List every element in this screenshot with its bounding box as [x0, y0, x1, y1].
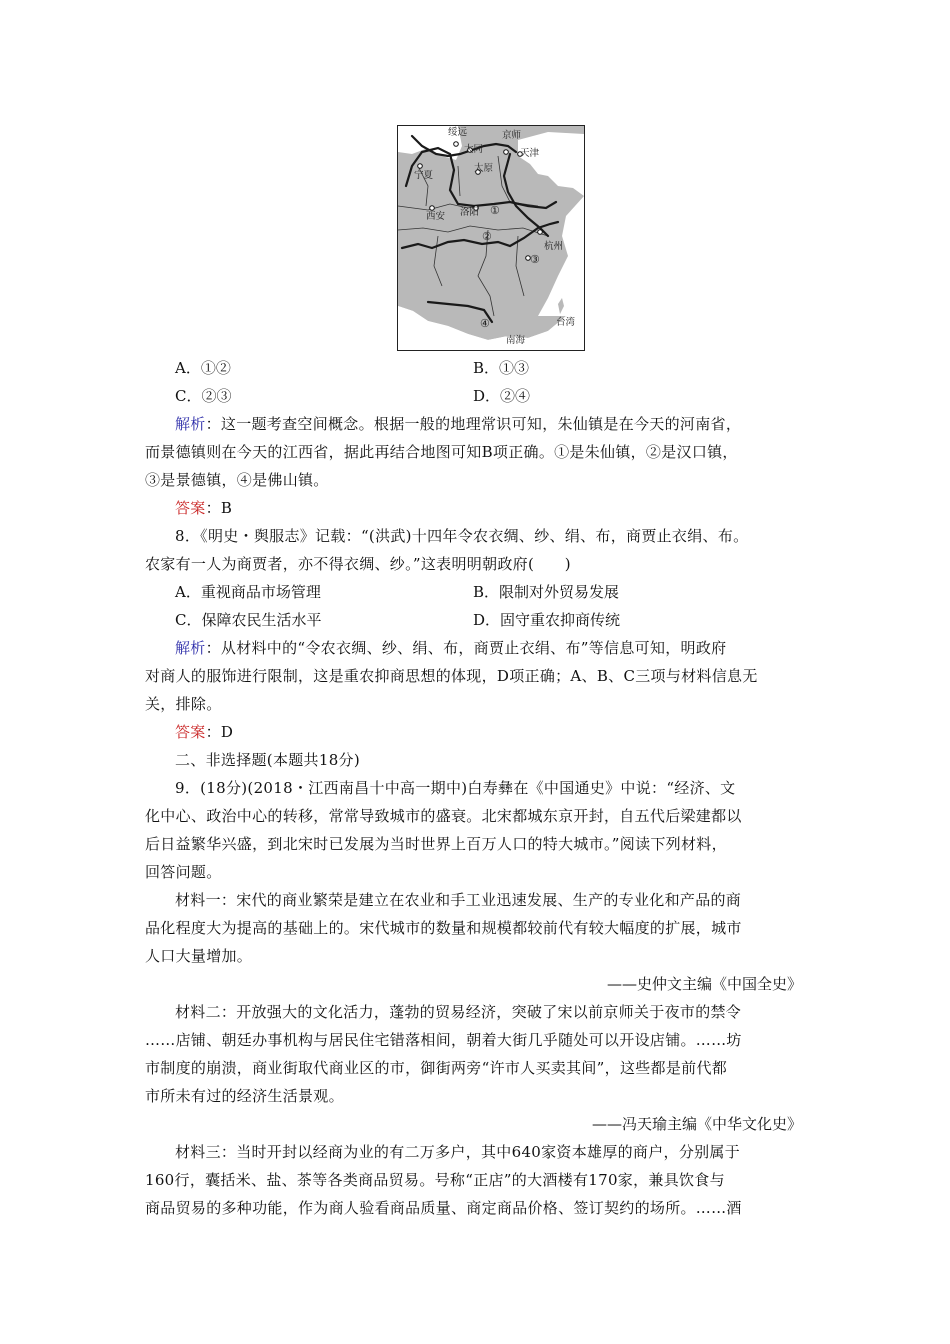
label-datong: 大同 — [464, 144, 484, 155]
q7-analysis-line2: 而景德镇则在今天的江西省，据此再结合地图可知B项正确。①是朱仙镇，②是汉口镇， — [145, 443, 738, 461]
material2-line4: 市所未有过的经济生活景观。 — [145, 1087, 344, 1105]
q8-analysis-line2: 对商人的服饰进行限制，这是重农抑商思想的体现，D项正确；A、B、C三项与材料信息无 — [145, 667, 758, 685]
q8-answer-label: 答案 — [175, 723, 206, 741]
q7-analysis-line1: 解析：这一题考查空间概念。根据一般的地理常识可知，朱仙镇是在今天的河南省， — [175, 415, 742, 433]
material2-line2: ……店铺、朝廷办事机构与居民住宅错落相间，朝着大街几乎随处可以开设店铺。……坊 — [145, 1031, 742, 1049]
q8-option-b: B．限制对外贸易发展 — [473, 583, 620, 601]
q8-analysis-line1: 解析：从材料中的“令农衣绸、纱、绢、布，商贾止衣绢、布”等信息可知，明政府 — [175, 639, 727, 657]
material3-line3: 商品贸易的多种功能，作为商人验看商品质量、商定商品价格、签订契约的场所。……酒 — [145, 1199, 742, 1217]
label-taiwan: 台湾 — [556, 317, 576, 328]
material1-source: ——史仲文主编《中国全史》 — [606, 975, 802, 993]
q7-analysis-label: 解析 — [175, 415, 206, 433]
q8-answer: 答案：D — [175, 723, 234, 741]
material2-source: ——冯天瑜主编《中华文化史》 — [591, 1115, 802, 1133]
q8-analysis-line3: 关，排除。 — [145, 695, 222, 713]
q9-stem-line2: 化中心、政治中心的转移，常常导致城市的盛衰。北宋都城东京开封，自五代后梁建都以 — [145, 807, 742, 825]
section2-heading: 二、非选择题(本题共18分) — [175, 751, 360, 769]
marker-4: ④ — [480, 317, 490, 330]
marker-1: ① — [490, 204, 500, 217]
material1-line3: 人口大量增加。 — [145, 947, 253, 965]
q9-stem-line1: 9．(18分)(2018・江西南昌十中高一期中)白寿彝在《中国通史》中说：“经济、文 — [175, 779, 736, 797]
q7-option-a: A．①② — [175, 359, 231, 377]
label-ningxia: 宁夏 — [414, 170, 434, 181]
q7-analysis-line3: ③是景德镇，④是佛山镇。 — [145, 471, 329, 489]
material2-line1: 材料二：开放强大的文化活力，蓬勃的贸易经济，突破了宋以前京师关于夜市的禁令 — [175, 1003, 742, 1021]
material1-line2: 品化程度大为提高的基础上的。宋代城市的数量和规模都较前代有较大幅度的扩展，城市 — [145, 919, 742, 937]
q9-stem-line3: 后日益繁华兴盛，到北宋时已发展为当时世界上百万人口的特大城市。”阅读下列材料， — [145, 835, 727, 853]
label-xian: 西安 — [426, 211, 446, 222]
q9-stem-line4: 回答问题。 — [145, 863, 222, 881]
q7-option-d: D．②④ — [473, 387, 531, 405]
label-tianjin: 天津 — [520, 148, 540, 159]
q7-answer: 答案：B — [175, 499, 233, 517]
label-suiyuan: 绥远 — [448, 127, 468, 138]
label-hangzhou: 杭州 — [544, 241, 564, 252]
marker-3: ③ — [530, 253, 540, 266]
material3-line1: 材料三：当时开封以经商为业的有二万多户，其中640家资本雄厚的商户，分别属于 — [175, 1143, 741, 1161]
material2-line3: 市制度的崩溃，商业街取代商业区的市，御街两旁“许市人买卖其间”，这些都是前代都 — [145, 1059, 728, 1077]
material3-line2: 160行，囊括米、盐、茶等各类商品贸易。号称“正店”的大酒楼有170家，兼具饮食与 — [145, 1171, 725, 1189]
q7-option-b: B．①③ — [473, 359, 530, 377]
china-map-figure — [397, 125, 585, 351]
q8-option-d: D．固守重农抑商传统 — [473, 611, 621, 629]
marker-2: ② — [482, 230, 492, 243]
label-luoyang: 洛阳 — [460, 207, 480, 218]
label-nanhai: 南海 — [506, 335, 526, 346]
q7-answer-label: 答案 — [175, 499, 206, 517]
q7-option-c: C．②③ — [175, 387, 232, 405]
q8-analysis-label: 解析 — [175, 639, 206, 657]
label-jingshi: 京师 — [502, 130, 522, 141]
q8-stem-line2: 农家有一人为商贾者，亦不得衣绸、纱。”这表明明朝政府( ) — [145, 555, 571, 573]
q8-stem-line1: 8．《明史・舆服志》记载：“(洪武)十四年令农衣绸、纱、绢、布，商贾止衣绢、布。 — [175, 527, 749, 545]
q8-option-c: C．保障农民生活水平 — [175, 611, 322, 629]
material1-line1: 材料一：宋代的商业繁荣是建立在农业和手工业迅速发展、生产的专业化和产品的商 — [175, 891, 742, 909]
q8-option-a: A．重视商品市场管理 — [175, 583, 321, 601]
label-taiyuan: 太原 — [474, 163, 494, 174]
